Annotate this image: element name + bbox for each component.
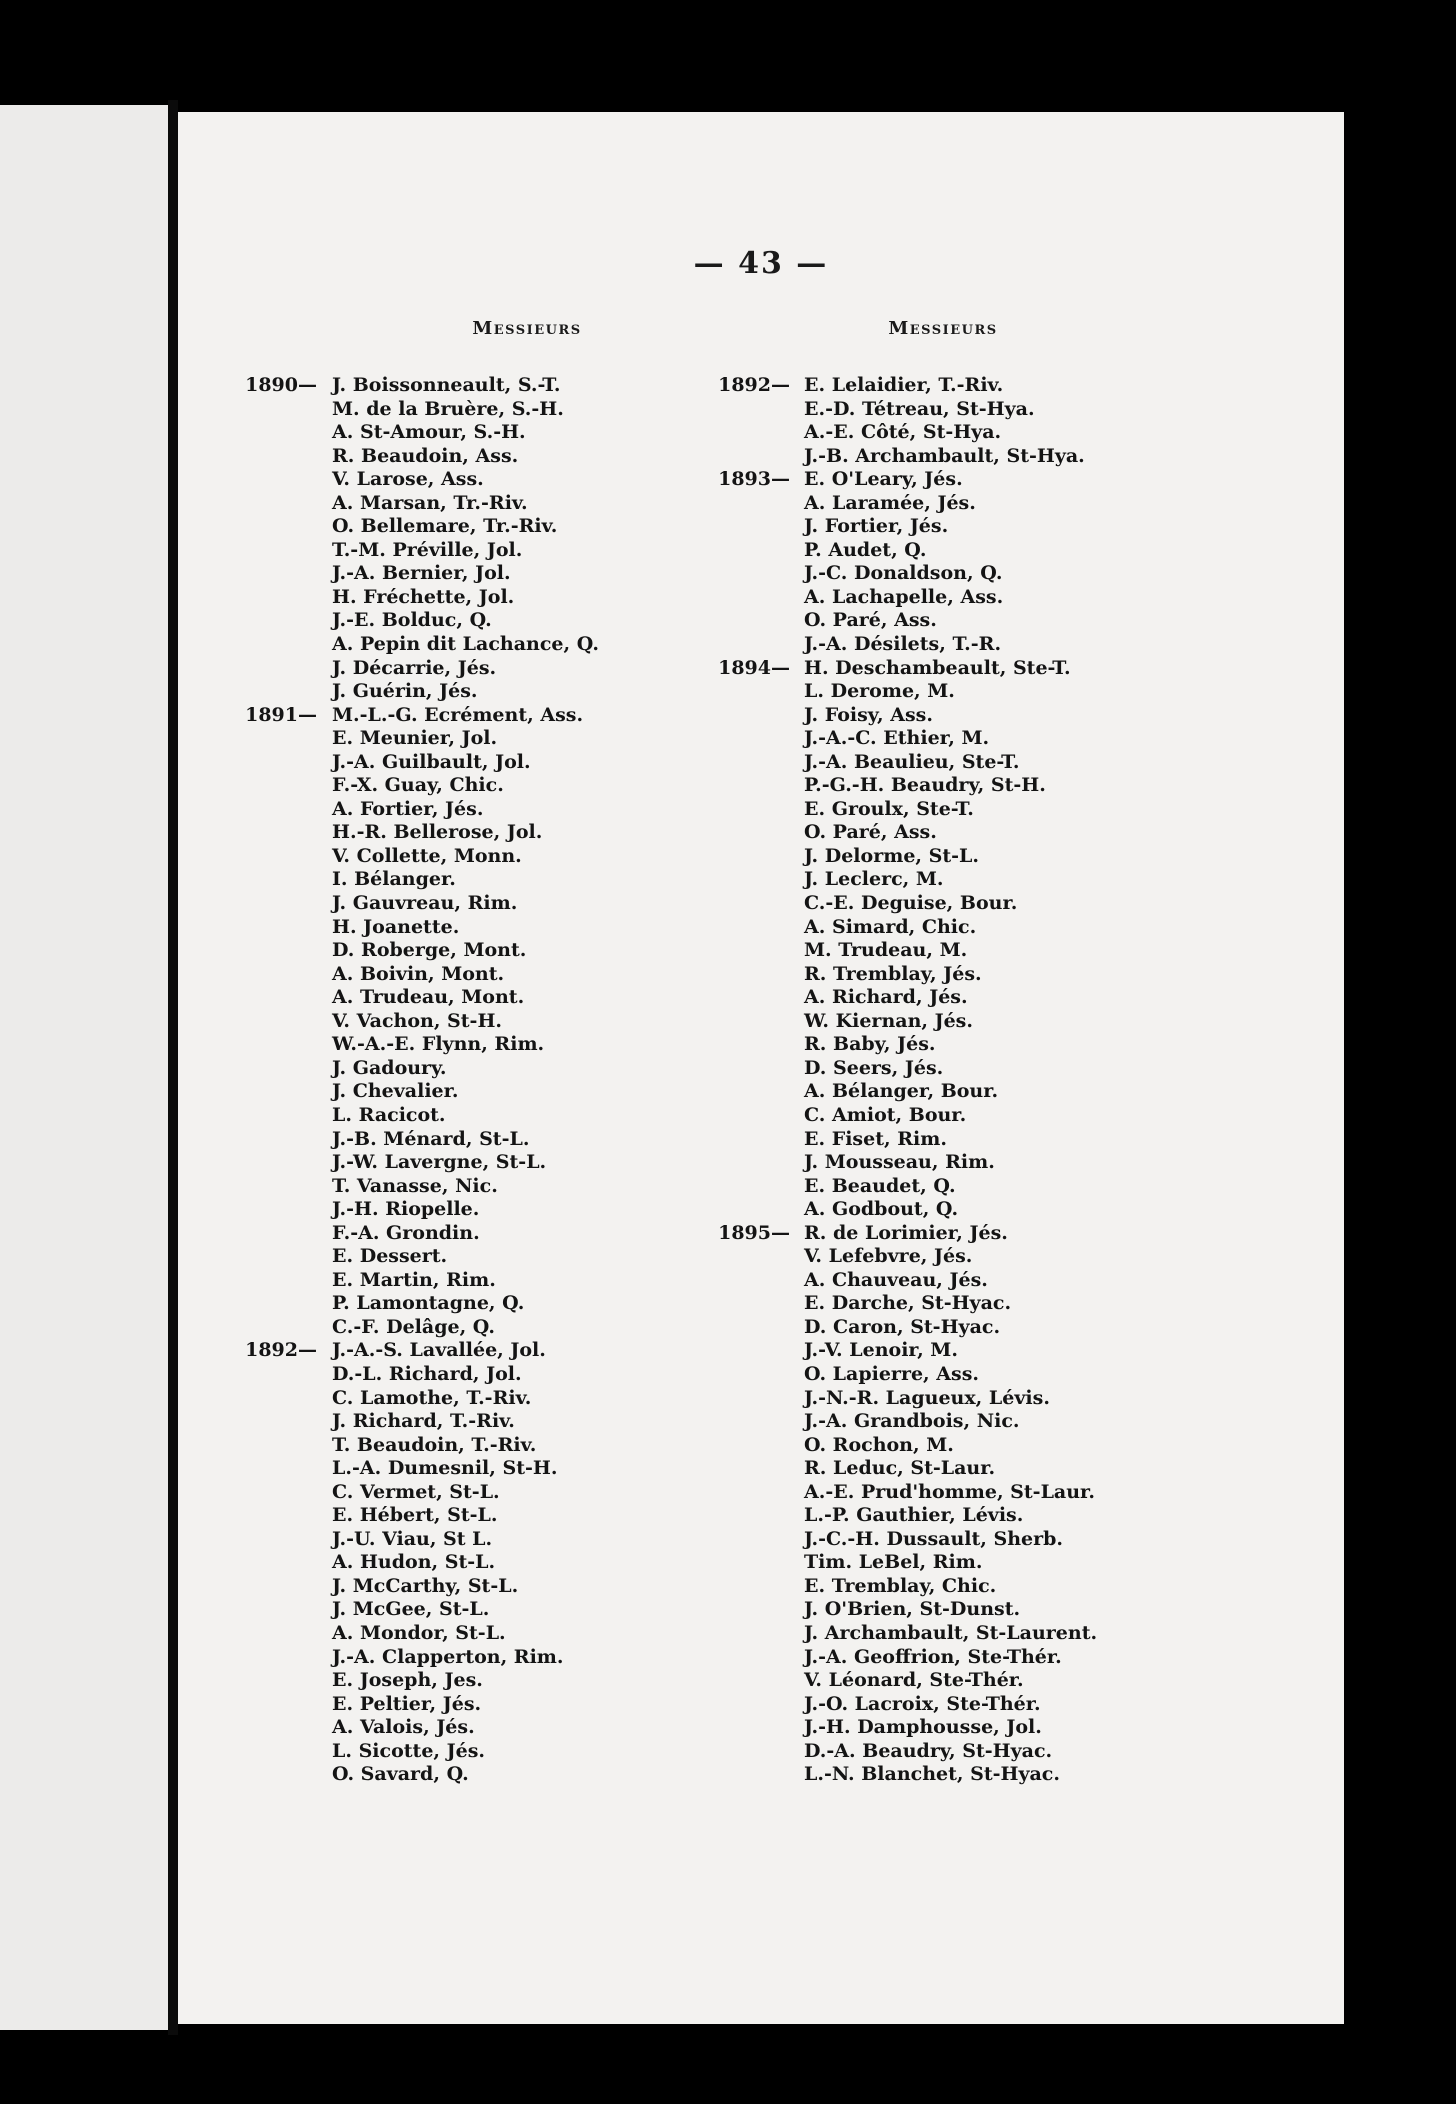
list-entry	[323, 1316, 599, 1340]
list-entry	[323, 727, 599, 751]
entry-name: E. Meunier, Jol.	[332, 727, 498, 750]
list-entry	[323, 939, 599, 963]
entry-year: 1895—	[718, 1221, 790, 1244]
list-entry	[323, 586, 599, 610]
entry-name: J.-A. Beaulieu, Ste-T.	[804, 750, 1020, 773]
page-number: — 43 —	[693, 246, 829, 281]
entry-name: L. Racicot.	[332, 1103, 446, 1126]
entry-name: C. Amiot, Bour.	[804, 1103, 967, 1126]
entry-name: V. Léonard, Ste-Thér.	[804, 1669, 1024, 1692]
list-entry	[323, 1481, 599, 1505]
entry-name: V. Larose, Ass.	[332, 468, 484, 491]
right-column-header: Messieurs	[888, 318, 998, 339]
entry-name: J. McCarthy, St-L.	[332, 1574, 519, 1597]
entry-name: J. Fortier, Jés.	[804, 515, 949, 538]
entry-name: E. Joseph, Jes.	[332, 1669, 483, 1692]
entry-year: 1890—	[245, 374, 317, 396]
entry-name: J.-H. Riopelle.	[332, 1198, 480, 1221]
list-entry	[323, 1198, 599, 1222]
list-entry	[795, 633, 1097, 657]
entry-name: A.-E. Côté, St-Hya.	[804, 421, 1002, 444]
entry-name: V. Vachon, St-H.	[332, 1009, 503, 1032]
list-entry	[323, 1175, 599, 1199]
list-entry	[323, 492, 599, 516]
entry-name: J.-E. Bolduc, Q.	[332, 609, 492, 632]
entry-name: J.-U. Viau, St L.	[332, 1527, 493, 1550]
entry-name: J.-A.-C. Ethier, M.	[804, 727, 990, 750]
entry-name: D. Caron, St-Hyac.	[804, 1315, 1001, 1338]
entry-name: J.-A. Grandbois, Nic.	[804, 1410, 1020, 1433]
entry-name: O. Paré, Ass.	[804, 609, 937, 632]
entry-year: 1892—	[245, 1339, 317, 1362]
list-entry	[323, 1057, 599, 1081]
list-entry	[323, 1410, 599, 1434]
entry-name: E. Tremblay, Chic.	[804, 1574, 997, 1597]
entry-name: M. de la Bruère, S.-H.	[332, 397, 564, 420]
entry-name: R. Baby, Jés.	[804, 1033, 936, 1056]
entry-name: E. Groulx, Ste-T.	[804, 797, 974, 820]
list-entry	[795, 1269, 1097, 1293]
entry-year: 1894—	[718, 656, 790, 679]
list-entry	[795, 1339, 1097, 1363]
entry-name: C.-E. Deguise, Bour.	[804, 892, 1018, 915]
entry-name: A. St-Amour, S.-H.	[332, 421, 526, 444]
entry-name: J.-V. Lenoir, M.	[804, 1339, 958, 1362]
entry-name: E. Peltier, Jés.	[332, 1692, 482, 1715]
list-entry	[795, 1763, 1097, 1787]
entry-name: H. Fréchette, Jol.	[332, 585, 515, 608]
list-entry	[795, 680, 1097, 704]
entry-name: O. Paré, Ass.	[804, 821, 937, 844]
entry-name: V. Lefebvre, Jés.	[804, 1245, 973, 1268]
list-entry	[718, 374, 1097, 398]
list-entry	[323, 916, 599, 940]
list-entry	[245, 1339, 599, 1363]
list-entry	[323, 1763, 599, 1787]
entry-name: A. Fortier, Jés.	[332, 797, 484, 820]
entry-name: E. Hébert, St-L.	[332, 1504, 498, 1527]
left-name-list	[245, 374, 599, 1787]
list-entry	[795, 1151, 1097, 1175]
entry-name: P. Lamontagne, Q.	[332, 1292, 525, 1315]
list-entry	[323, 633, 599, 657]
entry-name: A. Mondor, St-L.	[332, 1621, 506, 1644]
entry-name: E.-D. Tétreau, St-Hya.	[804, 397, 1035, 420]
entry-name: T. Vanasse, Nic.	[332, 1174, 498, 1197]
entry-name: J. Foisy, Ass.	[804, 703, 933, 726]
entry-name: J. Gadoury.	[332, 1056, 447, 1079]
list-entry	[323, 1693, 599, 1717]
entry-name: J.-A. Clapperton, Rim.	[332, 1645, 564, 1668]
list-entry	[795, 1410, 1097, 1434]
list-entry	[795, 1693, 1097, 1717]
list-entry	[323, 892, 599, 916]
entry-name: P. Audet, Q.	[804, 538, 927, 561]
entry-name: J. Chevalier.	[332, 1080, 459, 1103]
list-entry	[323, 1669, 599, 1693]
list-entry	[795, 798, 1097, 822]
entry-name: A. Marsan, Tr.-Riv.	[332, 491, 528, 514]
list-entry	[795, 1198, 1097, 1222]
list-entry	[323, 1292, 599, 1316]
list-entry	[795, 963, 1097, 987]
list-entry	[323, 1245, 599, 1269]
list-entry	[323, 1528, 599, 1552]
list-entry	[795, 1316, 1097, 1340]
list-entry	[323, 1104, 599, 1128]
entry-name: A. Pepin dit Lachance, Q.	[332, 633, 599, 656]
list-entry	[795, 1128, 1097, 1152]
entry-name: J. Mousseau, Rim.	[804, 1151, 995, 1174]
list-entry	[795, 1057, 1097, 1081]
entry-name: O. Rochon, M.	[804, 1433, 954, 1456]
list-entry	[323, 1457, 599, 1481]
list-entry	[323, 986, 599, 1010]
list-entry	[795, 868, 1097, 892]
entry-name: O. Bellemare, Tr.-Riv.	[332, 515, 558, 538]
entry-name: J.-O. Lacroix, Ste-Thér.	[804, 1692, 1041, 1715]
entry-name: R. Beaudoin, Ass.	[332, 444, 519, 467]
list-entry	[323, 845, 599, 869]
entry-name: J.-W. Lavergne, St-L.	[332, 1151, 547, 1174]
right-name-list	[718, 374, 1098, 1787]
list-entry	[718, 656, 1097, 681]
list-entry	[323, 751, 599, 775]
list-entry	[323, 1010, 599, 1034]
list-entry	[795, 1598, 1097, 1622]
list-entry	[795, 1457, 1097, 1481]
entry-name: D.-A. Beaudry, St-Hyac.	[804, 1739, 1053, 1762]
entry-name: M.-L.-G. Ecrément, Ass.	[332, 703, 584, 726]
left-column-header: Messieurs	[472, 318, 582, 339]
entry-name: J.-A. Guilbault, Jol.	[332, 750, 531, 773]
entry-name: I. Bélanger.	[332, 868, 456, 891]
list-entry	[795, 609, 1097, 633]
entry-name: J.-A. Geoffrion, Ste-Thér.	[804, 1645, 1062, 1668]
list-entry	[795, 1646, 1097, 1670]
list-entry	[795, 1033, 1097, 1057]
entry-name: A. Trudeau, Mont.	[332, 986, 525, 1009]
entry-name: A. Boivin, Mont.	[332, 962, 505, 985]
list-entry	[795, 986, 1097, 1010]
entry-name: J. Richard, T.-Riv.	[332, 1410, 515, 1433]
list-entry	[795, 1528, 1097, 1552]
entry-name: L.-P. Gauthier, Lévis.	[804, 1504, 1024, 1527]
list-entry	[245, 703, 599, 728]
entry-name: C.-F. Delâge, Q.	[332, 1315, 496, 1338]
list-entry	[323, 1222, 599, 1246]
list-entry	[795, 445, 1097, 469]
entry-name: J. Gauvreau, Rim.	[332, 892, 518, 915]
list-entry	[323, 1080, 599, 1104]
list-entry	[323, 657, 599, 681]
entry-name: Tim. LeBel, Rim.	[804, 1551, 983, 1574]
list-entry	[795, 1387, 1097, 1411]
entry-name: J.-C. Donaldson, Q.	[804, 562, 1003, 585]
list-entry	[323, 421, 599, 445]
list-entry	[323, 774, 599, 798]
entry-year: 1892—	[718, 374, 790, 396]
list-entry	[795, 939, 1097, 963]
entry-name: L.-A. Dumesnil, St-H.	[332, 1457, 558, 1480]
list-entry	[795, 1740, 1097, 1764]
entry-year: 1893—	[718, 468, 790, 491]
list-entry	[323, 1716, 599, 1740]
entry-name: A. Hudon, St-L.	[332, 1551, 496, 1574]
list-entry	[795, 1481, 1097, 1505]
entry-name: E. Fiset, Rim.	[804, 1127, 947, 1150]
list-entry	[795, 916, 1097, 940]
list-entry	[323, 609, 599, 633]
list-entry	[323, 1575, 599, 1599]
list-entry	[795, 1669, 1097, 1693]
entry-name: D.-L. Richard, Jol.	[332, 1362, 522, 1385]
list-entry	[245, 374, 599, 398]
entry-name: J.-C.-H. Dussault, Sherb.	[804, 1527, 1064, 1550]
entry-name: O. Lapierre, Ass.	[804, 1362, 980, 1385]
entry-name: E. Darche, St-Hyac.	[804, 1292, 1012, 1315]
list-entry	[795, 774, 1097, 798]
entry-name: H. Deschambeault, Ste-T.	[804, 656, 1071, 679]
entry-year: 1891—	[245, 703, 317, 726]
entry-name: T. Beaudoin, T.-Riv.	[332, 1433, 537, 1456]
list-entry	[323, 468, 599, 492]
list-entry	[795, 892, 1097, 916]
entry-name: J.-A. Bernier, Jol.	[332, 562, 511, 585]
list-entry	[323, 1363, 599, 1387]
list-entry	[795, 1080, 1097, 1104]
list-entry	[323, 1151, 599, 1175]
list-entry	[795, 1622, 1097, 1646]
list-entry	[795, 1434, 1097, 1458]
list-entry	[323, 1387, 599, 1411]
entry-name: L. Derome, M.	[804, 680, 955, 703]
entry-name: A. Godbout, Q.	[804, 1198, 959, 1221]
list-entry	[795, 704, 1097, 728]
list-entry	[795, 821, 1097, 845]
list-entry	[323, 1740, 599, 1764]
entry-name: J. Décarrie, Jés.	[332, 656, 497, 679]
entry-name: J. O'Brien, St-Dunst.	[804, 1598, 1021, 1621]
entry-name: J.-N.-R. Lagueux, Lévis.	[804, 1386, 1050, 1409]
entry-name: W.-A.-E. Flynn, Rim.	[332, 1033, 545, 1056]
entry-name: H. Joanette.	[332, 915, 460, 938]
list-entry	[795, 1175, 1097, 1199]
list-entry	[795, 1010, 1097, 1034]
list-entry	[323, 398, 599, 422]
list-entry	[323, 821, 599, 845]
entry-name: P.-G.-H. Beaudry, St-H.	[804, 774, 1046, 797]
entry-name: E. O'Leary, Jés.	[804, 468, 963, 491]
entry-name: R. de Lorimier, Jés.	[804, 1221, 1008, 1244]
entry-name: A.-E. Prud'homme, St-Laur.	[804, 1480, 1095, 1503]
entry-name: R. Leduc, St-Laur.	[804, 1457, 996, 1480]
list-entry	[795, 492, 1097, 516]
list-entry	[795, 562, 1097, 586]
list-entry	[323, 798, 599, 822]
entry-name: D. Seers, Jés.	[804, 1056, 944, 1079]
entry-name: E. Lelaidier, T.-Riv.	[804, 374, 1004, 396]
list-entry	[795, 586, 1097, 610]
list-entry	[795, 1716, 1097, 1740]
list-entry	[795, 1504, 1097, 1528]
list-entry	[323, 680, 599, 704]
list-entry	[323, 868, 599, 892]
list-entry	[323, 1033, 599, 1057]
entry-name: A. Chauveau, Jés.	[804, 1268, 988, 1291]
entry-name: C. Vermet, St-L.	[332, 1480, 500, 1503]
entry-name: O. Savard, Q.	[332, 1763, 469, 1786]
list-entry	[795, 727, 1097, 751]
list-entry	[323, 1128, 599, 1152]
entry-name: A. Richard, Jés.	[804, 986, 968, 1009]
list-entry	[795, 845, 1097, 869]
list-entry	[323, 1646, 599, 1670]
entry-name: A. Simard, Chic.	[804, 915, 977, 938]
list-entry	[323, 539, 599, 563]
list-entry	[323, 445, 599, 469]
list-entry	[323, 963, 599, 987]
list-entry	[323, 562, 599, 586]
list-entry	[323, 1622, 599, 1646]
entry-name: M. Trudeau, M.	[804, 939, 968, 962]
entry-name: A. Valois, Jés.	[332, 1716, 475, 1739]
entry-name: T.-M. Préville, Jol.	[332, 538, 523, 561]
entry-name: L. Sicotte, Jés.	[332, 1739, 486, 1762]
entry-name: J. Archambault, St-Laurent.	[804, 1621, 1098, 1644]
entry-name: V. Collette, Monn.	[332, 844, 522, 867]
entry-name: H.-R. Bellerose, Jol.	[332, 821, 543, 844]
entry-name: J.-A. Désilets, T.-R.	[804, 633, 1002, 656]
list-entry	[323, 1504, 599, 1528]
entry-name: F.-X. Guay, Chic.	[332, 774, 504, 797]
list-entry	[718, 468, 1097, 492]
entry-name: D. Roberge, Mont.	[332, 939, 527, 962]
list-entry	[795, 1575, 1097, 1599]
list-entry	[795, 751, 1097, 775]
entry-name: F.-A. Grondin.	[332, 1221, 480, 1244]
entry-name: J.-A.-S. Lavallée, Jol.	[332, 1339, 546, 1362]
facing-page-edge	[0, 105, 168, 2030]
entry-name: A. Laramée, Jés.	[804, 491, 976, 514]
list-entry	[323, 515, 599, 539]
list-entry	[795, 1104, 1097, 1128]
entry-name: J. Delorme, St-L.	[804, 844, 979, 867]
entry-name: C. Lamothe, T.-Riv.	[332, 1386, 532, 1409]
entry-name: R. Tremblay, Jés.	[804, 962, 982, 985]
entry-name: J. Boissonneault, S.-T.	[332, 374, 561, 396]
entry-name: E. Dessert.	[332, 1245, 448, 1268]
entry-name: J. Guérin, Jés.	[332, 680, 478, 703]
list-entry	[323, 1551, 599, 1575]
list-entry	[795, 1363, 1097, 1387]
list-entry	[795, 421, 1097, 445]
entry-name: E. Beaudet, Q.	[804, 1174, 956, 1197]
list-entry	[795, 515, 1097, 539]
entry-name: W. Kiernan, Jés.	[804, 1009, 973, 1032]
list-entry	[795, 1245, 1097, 1269]
list-entry	[795, 398, 1097, 422]
list-entry	[323, 1269, 599, 1293]
list-entry	[718, 1221, 1097, 1246]
entry-name: E. Martin, Rim.	[332, 1268, 496, 1291]
entry-name: J. Leclerc, M.	[804, 868, 944, 891]
list-entry	[795, 1551, 1097, 1575]
entry-name: A. Lachapelle, Ass.	[804, 585, 1004, 608]
document-page	[178, 112, 1344, 2024]
entry-name: J. McGee, St-L.	[332, 1598, 490, 1621]
entry-name: J.-B. Archambault, St-Hya.	[804, 444, 1085, 467]
entry-name: L.-N. Blanchet, St-Hyac.	[804, 1763, 1060, 1786]
entry-name: J.-H. Damphousse, Jol.	[804, 1716, 1042, 1739]
list-entry	[323, 1434, 599, 1458]
entry-name: J.-B. Ménard, St-L.	[332, 1127, 530, 1150]
binding-gutter	[168, 100, 178, 2035]
list-entry	[795, 539, 1097, 563]
list-entry	[323, 1598, 599, 1622]
entry-name: A. Bélanger, Bour.	[804, 1080, 999, 1103]
list-entry	[795, 1292, 1097, 1316]
